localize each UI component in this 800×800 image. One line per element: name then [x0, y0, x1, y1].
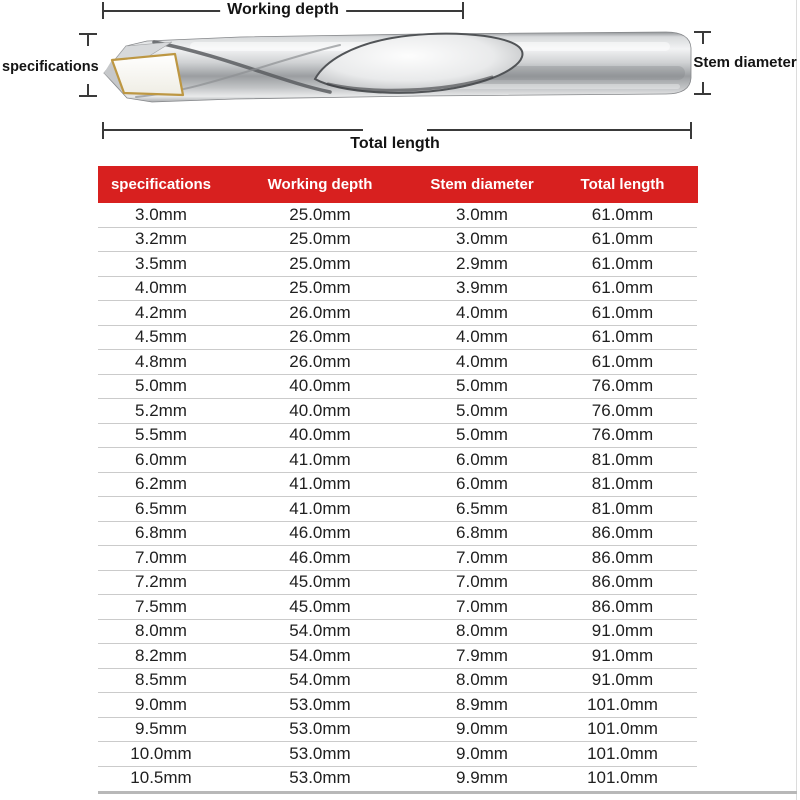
table-cell: 8.9mm	[456, 694, 508, 714]
table-cell: 46.0mm	[289, 547, 351, 567]
table-header	[98, 166, 698, 203]
table-cell: 3.9mm	[456, 278, 508, 298]
table-row	[98, 497, 697, 522]
table-bottom-border	[98, 791, 797, 794]
table-cell: 61.0mm	[591, 253, 654, 273]
table-row	[98, 767, 697, 791]
table-cell: 76.0mm	[591, 376, 654, 396]
table-cell: 45.0mm	[289, 596, 351, 616]
table-cell: 40.0mm	[289, 400, 351, 420]
table-row	[98, 546, 697, 571]
table-cell: 101.0mm	[587, 719, 658, 739]
table-cell: 4.2mm	[135, 302, 187, 322]
table-cell: 5.0mm	[456, 400, 508, 420]
table-cell: 4.5mm	[135, 327, 187, 347]
table-row	[98, 448, 697, 473]
table-row	[98, 350, 697, 375]
table-row	[98, 742, 697, 767]
stem-diameter-label: Stem diameter	[693, 54, 797, 71]
stem-diameter-marker-top-stem	[702, 31, 704, 44]
table-row	[98, 424, 697, 449]
table-cell: 76.0mm	[591, 400, 654, 420]
table-cell: 25.0mm	[289, 204, 351, 224]
table-cell: 8.0mm	[456, 670, 508, 690]
table-cell: 25.0mm	[289, 253, 351, 273]
table-cell: 4.8mm	[135, 351, 187, 371]
table-cell: 7.5mm	[135, 596, 187, 616]
table-cell: 91.0mm	[591, 621, 654, 641]
table-cell: 6.8mm	[135, 523, 187, 543]
table-cell: 8.0mm	[135, 621, 187, 641]
table-cell: 8.0mm	[456, 621, 508, 641]
table-cell: 6.0mm	[456, 449, 508, 469]
table-cell: 53.0mm	[289, 719, 351, 739]
table-cell: 8.2mm	[135, 645, 187, 665]
table-cell: 41.0mm	[289, 449, 351, 469]
table-cell: 53.0mm	[289, 768, 351, 788]
table-cell: 7.0mm	[456, 547, 508, 567]
table-cell: 81.0mm	[591, 449, 654, 469]
table-cell: 5.0mm	[135, 376, 187, 396]
table-cell: 7.9mm	[456, 645, 508, 665]
table-cell: 3.0mm	[135, 204, 187, 224]
table-cell: 4.0mm	[135, 278, 187, 298]
table-cell: 26.0mm	[289, 327, 351, 347]
table-cell: 4.0mm	[456, 351, 508, 371]
table-cell: 86.0mm	[591, 547, 654, 567]
table-cell: 9.5mm	[135, 719, 187, 739]
table-cell: 6.5mm	[135, 498, 187, 518]
table-cell: 2.9mm	[456, 253, 508, 273]
header-cell-specifications: specifications	[110, 176, 212, 193]
total-length-tick-right	[690, 122, 692, 139]
table-cell: 91.0mm	[591, 670, 654, 690]
table-cell: 9.9mm	[456, 768, 508, 788]
table-cell: 6.8mm	[456, 523, 508, 543]
table-cell: 41.0mm	[289, 474, 351, 494]
table-cell: 5.2mm	[135, 400, 187, 420]
table-cell: 10.0mm	[130, 743, 192, 763]
table-row	[98, 203, 697, 228]
table-cell: 61.0mm	[591, 351, 654, 371]
table-row	[98, 301, 697, 326]
table-cell: 7.0mm	[135, 547, 187, 567]
table-row	[98, 473, 697, 498]
table-cell: 9.0mm	[456, 743, 508, 763]
table-cell: 53.0mm	[289, 743, 351, 763]
table-cell: 46.0mm	[289, 523, 351, 543]
table-cell: 101.0mm	[587, 768, 658, 788]
table-row	[98, 277, 697, 302]
header-cell-working-depth: Working depth	[267, 176, 373, 193]
table-cell: 76.0mm	[591, 425, 654, 445]
table-row	[98, 326, 697, 351]
working-depth-tick-right	[462, 2, 464, 19]
table-cell: 5.5mm	[135, 425, 187, 445]
table-cell: 7.0mm	[456, 596, 508, 616]
table-row	[98, 644, 697, 669]
table-cell: 40.0mm	[289, 425, 351, 445]
table-body	[98, 203, 697, 790]
table-row	[98, 228, 697, 253]
table-cell: 54.0mm	[289, 621, 351, 641]
table-cell: 5.0mm	[456, 425, 508, 445]
table-cell: 6.5mm	[456, 498, 508, 518]
table-cell: 4.0mm	[456, 302, 508, 322]
table-cell: 61.0mm	[591, 204, 654, 224]
table-cell: 6.2mm	[135, 474, 187, 494]
stem-diameter-marker-bottom-bar	[694, 93, 711, 95]
table-cell: 8.5mm	[135, 670, 187, 690]
table-row	[98, 669, 697, 694]
table-cell: 61.0mm	[591, 327, 654, 347]
table-cell: 81.0mm	[591, 498, 654, 518]
specifications-marker-bottom-bar	[79, 95, 97, 97]
table-cell: 91.0mm	[591, 645, 654, 665]
table-cell: 9.0mm	[456, 719, 508, 739]
table-cell: 3.0mm	[456, 204, 508, 224]
table-cell: 53.0mm	[289, 694, 351, 714]
specifications-label: specifications	[2, 59, 99, 75]
table-cell: 26.0mm	[289, 351, 351, 371]
table-row	[98, 620, 697, 645]
table-row	[98, 252, 697, 277]
table-row	[98, 595, 697, 620]
table-cell: 3.5mm	[135, 253, 187, 273]
table-row	[98, 693, 697, 718]
table-cell: 86.0mm	[591, 523, 654, 543]
specifications-marker-top-stem	[87, 33, 89, 46]
table-cell: 3.0mm	[456, 229, 508, 249]
table-cell: 7.2mm	[135, 572, 187, 592]
total-length-tick-left	[102, 122, 104, 139]
table-cell: 4.0mm	[456, 327, 508, 347]
table-cell: 6.0mm	[456, 474, 508, 494]
table-cell: 61.0mm	[591, 278, 654, 298]
table-row	[98, 375, 697, 400]
working-depth-tick-left	[102, 2, 104, 19]
table-cell: 81.0mm	[591, 474, 654, 494]
table-cell: 86.0mm	[591, 596, 654, 616]
table-cell: 41.0mm	[289, 498, 351, 518]
table-cell: 45.0mm	[289, 572, 351, 592]
working-depth-label: Working depth	[220, 1, 346, 19]
table-cell: 9.0mm	[135, 694, 187, 714]
table-cell: 26.0mm	[289, 302, 351, 322]
total-length-label: Total length	[350, 135, 440, 152]
header-cell-total-length: Total length	[580, 176, 665, 193]
table-cell: 3.2mm	[135, 229, 187, 249]
table-row	[98, 718, 697, 743]
header-cell-stem-diameter: Stem diameter	[430, 176, 534, 193]
table-cell: 25.0mm	[289, 229, 351, 249]
table-cell: 101.0mm	[587, 694, 658, 714]
table-cell: 5.0mm	[456, 376, 508, 396]
table-row	[98, 571, 697, 596]
table-cell: 61.0mm	[591, 302, 654, 322]
total-length-line-gap	[363, 127, 427, 133]
table-cell: 54.0mm	[289, 645, 351, 665]
table-cell: 61.0mm	[591, 229, 654, 249]
table-row	[98, 399, 697, 424]
table-cell: 40.0mm	[289, 376, 351, 396]
table-row	[98, 522, 697, 547]
table-cell: 54.0mm	[289, 670, 351, 690]
table-cell: 10.5mm	[130, 768, 192, 788]
table-cell: 101.0mm	[587, 743, 658, 763]
table-cell: 7.0mm	[456, 572, 508, 592]
table-cell: 6.0mm	[135, 449, 187, 469]
table-cell: 86.0mm	[591, 572, 654, 592]
table-cell: 25.0mm	[289, 278, 351, 298]
